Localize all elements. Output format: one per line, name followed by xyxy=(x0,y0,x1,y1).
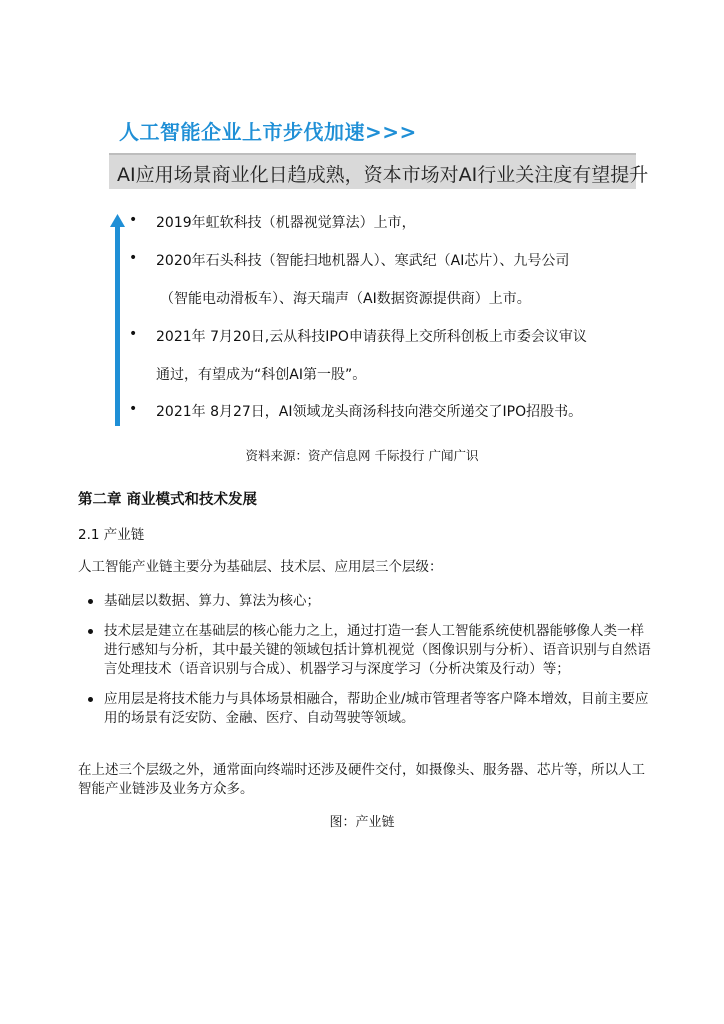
timeline-arrow-icon xyxy=(109,214,127,426)
list-item: 技术层是建立在基础层的核心能力之上，通过打造一套人工智能系统使机器能够像人类一样进行感知与分析，其中最关键的领域包括计算机视觉（图像识别与分析）、语音识别与自然语言处理技术（语音识别与合成）、机器学习与深度学习（分析决策及行动）等； xyxy=(78,622,653,679)
list-item: 应用层是将技术能力与具体场景相融合，帮助企业/城市管理者等客户降本增效，目前主要应用的场景有泛安防、金融、医疗、自动驾驶等领域。 xyxy=(78,690,653,728)
timeline-item-text: 2019年虹软科技（机器视觉算法）上市， xyxy=(156,215,416,231)
timeline-item-text: 2020年石头科技（智能扫地机器人）、寒武纪（AI芯片）、九号公司 xyxy=(156,253,570,269)
layer-list xyxy=(78,592,653,739)
chapter-title: 第二章 商业模式和技术发展 xyxy=(78,492,258,508)
figure-title: 人工智能企业上市步伐加速>>> xyxy=(119,120,417,144)
figure-caption: 图：产业链 xyxy=(329,815,395,830)
timeline-item-continuation: （智能电动滑板车）、海天瑞声（AI数据资源提供商）上市。 xyxy=(160,291,531,307)
bullet: • xyxy=(129,212,138,228)
closing-paragraph: 在上述三个层级之外，通常面向终端时还涉及硬件交付，如摄像头、服务器、芯片等，所以人工智能产业链涉及业务方众多。 xyxy=(78,762,645,797)
figure-banner xyxy=(109,153,649,189)
timeline-item-text: 2021年 8月27日，AI领域龙头商汤科技向港交所递交了IPO招股书。 xyxy=(156,404,583,420)
section-title: 2.1 产业链 xyxy=(78,527,145,543)
figure-banner-text: AI应用场景商业化日趋成熟，资本市场对AI行业关注度有望提升 xyxy=(117,164,649,186)
bullet: • xyxy=(129,250,138,266)
timeline-item-text: 2021年 7月20日,云从科技IPO申请获得上交所科创板上市委会议审议 xyxy=(156,329,587,345)
list-item: 基础层以数据、算力、算法为核心； xyxy=(78,592,653,611)
timeline-item-continuation: 通过，有望成为“科创AI第一股”。 xyxy=(156,367,367,383)
ipo-timeline-figure xyxy=(109,104,649,426)
intro-paragraph: 人工智能产业链主要分为基础层、技术层、应用层三个层级： xyxy=(78,559,443,575)
bullet: • xyxy=(129,326,138,342)
figure-source: 资料来源：资产信息网 千际投行 广闻广识 xyxy=(245,448,479,463)
bullet: • xyxy=(129,401,138,417)
